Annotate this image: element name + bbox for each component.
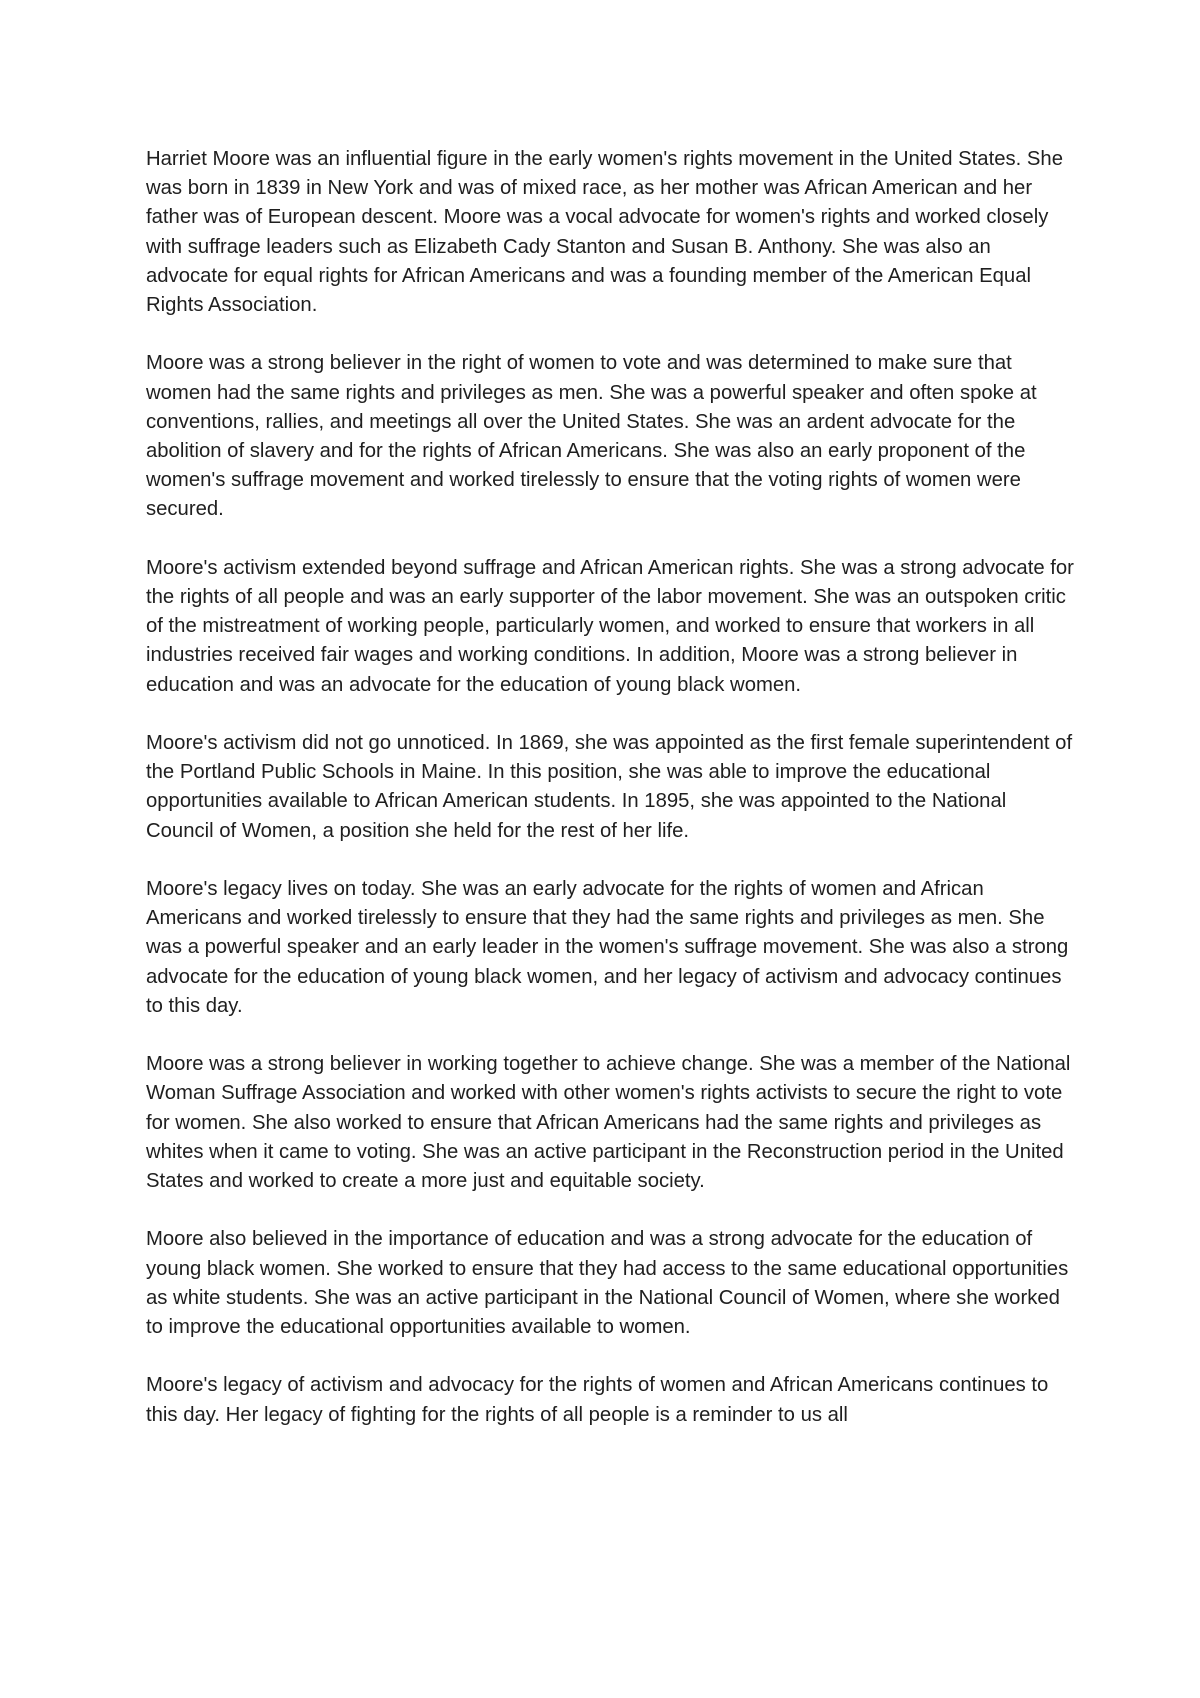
document-body (146, 145, 1076, 1459)
paragraph-5: Moore's legacy lives on today. She was an early advocate for the rights of women and African Americans and worked tirelessly to ensure that they had the same rights and privileges as men. She was a powerful speaker and an early leader in the women's suffrage movement. She was also a strong advocate for the education of young black women, and her legacy of activism and advocacy continues to this day. (146, 878, 1069, 1017)
paragraph-6: Moore was a strong believer in working together to achieve change. She was a member of the National Woman Suffrage Association and worked with other women's rights activists to secure the right to vote for women. She also worked to ensure that African Americans had the same rights and privileges as whites when it came to voting. She was an active participant in the Reconstruction period in the United States and worked to create a more just and equitable society. (146, 1053, 1071, 1193)
paragraph-3: Moore's activism extended beyond suffrage and African American rights. She was a strong advocate for the rights of all people and was an early supporter of the labor movement. She was an outspoken critic of the mistreatment of working people, particularly women, and worked to ensure that workers in all industries received fair wages and working conditions. In addition, Moore was a strong believer in education and was an advocate for the education of young black women. (146, 556, 1074, 696)
paragraph-1: Harriet Moore was an influential figure in the early women's rights movement in the United States. She was born in 1839 in New York and was of mixed race, as her mother was African American and her father was of European descent. Moore was a vocal advocate for women's rights and worked closely with suffrage leaders such as Elizabeth Cady Stanton and Susan B. Anthony. She was also an advocate for equal rights for African Americans and was a founding member of the American Equal Rights Association. (146, 148, 1063, 317)
paragraph-8: Moore's legacy of activism and advocacy for the rights of women and African Americans continues to this day. Her legacy of fighting for the rights of all people is a reminder to us all (146, 1374, 1049, 1426)
paragraph-2: Moore was a strong believer in the right of women to vote and was determined to make sure that women had the same rights and privileges as men. She was a powerful speaker and often spoke at conventions, rallies, and meetings all over the United States. She was an ardent advocate for the abolition of slavery and for the rights of African Americans. She was also an early proponent of the women's suffrage movement and worked tirelessly to ensure that the voting rights of women were secured. (146, 352, 1037, 521)
paragraph-4: Moore's activism did not go unnoticed. In 1869, she was appointed as the first female superintendent of the Portland Public Schools in Maine. In this position, she was able to improve the educational opportunities available to African American students. In 1895, she was appointed to the National Council of Women, a position she held for the rest of her life. (146, 732, 1073, 842)
paragraph-7: Moore also believed in the importance of education and was a strong advocate for the education of young black women. She worked to ensure that they had access to the same educational opportunities as white students. She was an active participant in the National Council of Women, where she worked to improve the educational opportunities available to women. (146, 1228, 1069, 1339)
